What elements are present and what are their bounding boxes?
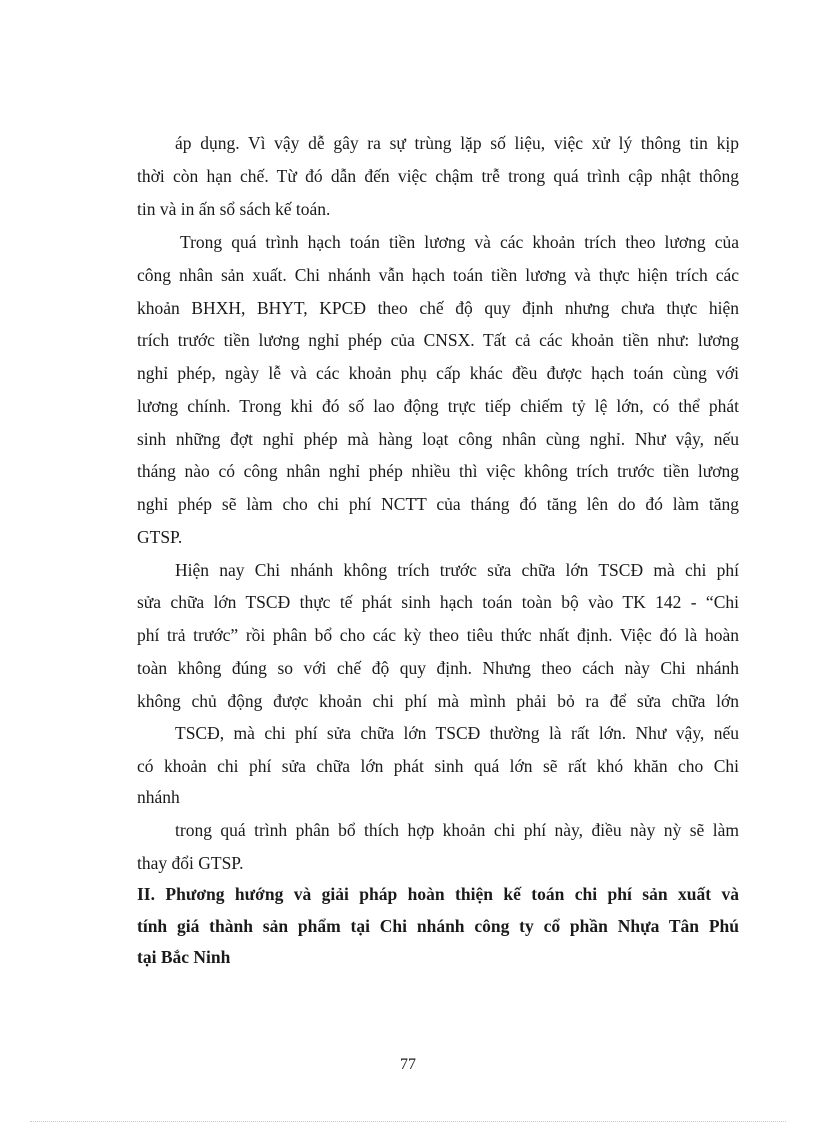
footer-divider: [30, 1121, 786, 1122]
paragraph-2-line-6: lương chính. Trong khi đó số lao động trực tiếp chiếm tỷ lệ lớn, có thể phát: [137, 396, 739, 416]
paragraph-4-line-3: nhánh: [137, 787, 180, 807]
section-heading-line-3: tại Bắc Ninh: [137, 947, 231, 967]
paragraph-2-line-3: khoản BHXH, BHYT, KPCĐ theo chế độ quy định nhưng chưa thực hiện: [137, 298, 739, 318]
paragraph-2-line-4: trích trước tiền lương nghỉ phép của CNSX. Tất cả các khoản tiền như: lương: [137, 330, 739, 350]
paragraph-4-line-1: TSCĐ, mà chi phí sửa chữa lớn TSCĐ thường là rất lớn. Như vậy, nếu: [175, 723, 739, 743]
paragraph-5-line-2: thay đổi GTSP.: [137, 853, 244, 873]
paragraph-2-line-1: Trong quá trình hạch toán tiền lương và các khoản trích theo lương của: [180, 232, 739, 252]
section-heading-line-2: tính giá thành sản phẩm tại Chi nhánh công ty cổ phần Nhựa Tân Phú: [137, 916, 739, 936]
section-heading-line-1: II. Phương hướng và giải pháp hoàn thiện kế toán chi phí sản xuất và: [137, 884, 739, 904]
paragraph-3-line-5: không chủ động được khoản chi phí mà mình phải bỏ ra để sửa chữa lớn: [137, 691, 739, 711]
paragraph-4-line-2: có khoản chi phí sửa chữa lớn phát sinh quá lớn sẽ rất khó khăn cho Chi: [137, 756, 739, 776]
paragraph-5-line-1: trong quá trình phân bổ thích hợp khoản chi phí này, điều này nỳ sẽ làm: [175, 820, 739, 840]
paragraph-2-line-8: tháng nào có công nhân nghỉ phép nhiều thì việc không trích trước tiền lương: [137, 461, 739, 481]
paragraph-3-line-4: toàn không đúng so với chế độ quy định. Nhưng theo cách này Chi nhánh: [137, 658, 739, 678]
paragraph-3-line-1: Hiện nay Chi nhánh không trích trước sửa chữa lớn TSCĐ mà chi phí: [175, 560, 739, 580]
page-number: 77: [400, 1056, 416, 1073]
paragraph-2-line-9: nghỉ phép sẽ làm cho chi phí NCTT của tháng đó tăng lên do đó làm tăng: [137, 494, 739, 514]
paragraph-2-line-7: sinh những đợt nghỉ phép mà hàng loạt công nhân cùng nghỉ. Như vậy, nếu: [137, 429, 739, 449]
paragraph-2-line-5: nghỉ phép, ngày lễ và các khoản phụ cấp khác đều được hạch toán cùng với: [137, 363, 739, 383]
paragraph-2-line-10: GTSP.: [137, 527, 183, 547]
paragraph-3-line-2: sửa chữa lớn TSCĐ thực tế phát sinh hạch toán toàn bộ vào TK 142 - “Chi: [137, 592, 739, 612]
paragraph-1-line-3: tin và in ấn sổ sách kế toán.: [137, 199, 331, 219]
paragraph-1-line-2: thời còn hạn chế. Từ đó dẫn đến việc chậm trễ trong quá trình cập nhật thông: [137, 166, 739, 186]
paragraph-3-line-3: phí trả trước” rồi phân bổ cho các kỳ theo tiêu thức nhất định. Việc đó là hoàn: [137, 625, 739, 645]
paragraph-1-line-1: áp dụng. Vì vậy dễ gây ra sự trùng lặp số liệu, việc xử lý thông tin kịp: [175, 133, 739, 153]
paragraph-2-line-2: công nhân sản xuất. Chi nhánh vẫn hạch toán tiền lương và thực hiện trích các: [137, 265, 739, 285]
